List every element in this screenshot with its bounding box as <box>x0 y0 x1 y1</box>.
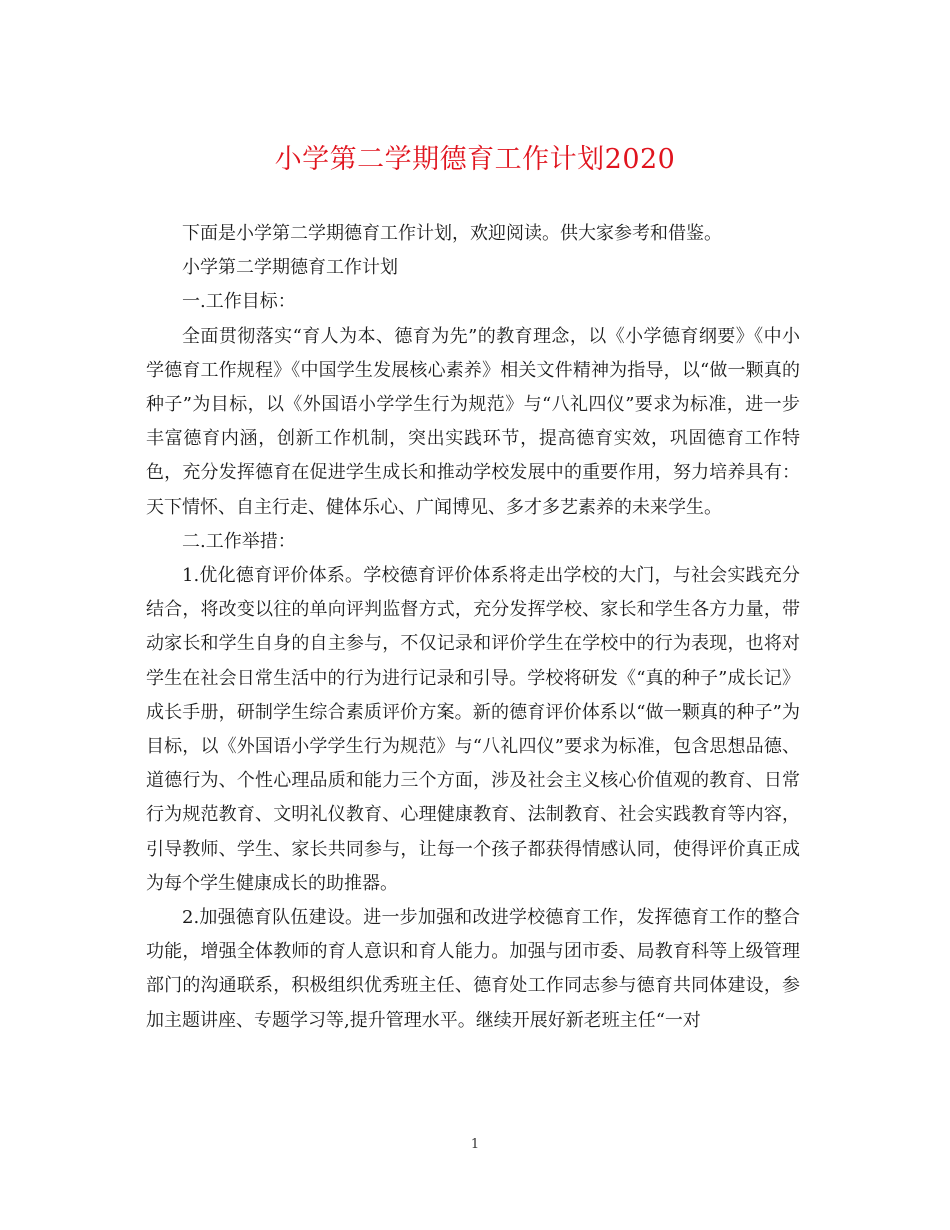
section-heading-measures: 二.工作举措： <box>182 530 296 552</box>
page-number: 1 <box>470 1137 480 1152</box>
document-title: 小学第二学期德育工作计划2020 <box>274 144 676 175</box>
section-heading-goals: 一.工作目标： <box>182 291 296 313</box>
document-body <box>146 217 800 1038</box>
measure-1-paragraph: 1.优化德育评价体系。学校德育评价体系将走出学校的大门，与社会实践充分结合，将改变以往的单向评判监督方式，充分发挥学校、家长和学生各方力量，带动家长和学生自身的自主参与，不仅记录和评价学生在学校中的行为表现，也将对学生在社会日常生活中的行为进行记录和引导。学校将研发《“真的种子”成长记》成长手册，研制学生综合素质评价方案。新的德育评价体系以“做一颗真的种子”为目标，以《外国语小学学生行为规范》与“八礼四仪”要求为标准，包含思想品德、道德行为、个性心理品质和能力三个方面，涉及社会主义核心价值观的教育、日常行为规范教育、文明礼仪教育、心理健康教育、法制教育、社会实践教育等内容，引导教师、学生、家长共同参与，让每一个孩子都获得情感认同，使得评价真正成为每个学生健康成长的助推器。 <box>146 565 800 894</box>
intro-paragraph: 下面是小学第二学期德育工作计划，欢迎阅读。供大家参考和借鉴。 <box>182 223 722 244</box>
goals-paragraph: 全面贯彻落实“育人为本、德育为先”的教育理念，以《小学德育纲要》《中小学德育工作规程》《中国学生发展核心素养》相关文件精神为指导，以“做一颗真的种子”为目标，以《外国语小学学生行为规范》与“八礼四仪”要求为标准，进一步丰富德育内涵，创新工作机制，突出实践环节，提高德育实效，巩固德育工作特色，充分发挥德育在促进学生成长和推动学校发展中的重要作用，努力培养具有：天下情怀、自主行走、健体乐心、广闻博见、多才多艺素养的未来学生。 <box>146 325 800 518</box>
measure-2-paragraph: 2.加强德育队伍建设。进一步加强和改进学校德育工作，发挥德育工作的整合功能，增强全体教师的育人意识和育人能力。加强与团市委、局教育科等上级管理部门的沟通联系，积极组织优秀班主任、德育处工作同志参与德育共同体建设，参加主题讲座、专题学习等,提升管理水平。继续开展好新老班主任“一对 <box>146 907 800 1031</box>
subtitle-paragraph: 小学第二学期德育工作计划 <box>182 257 398 279</box>
